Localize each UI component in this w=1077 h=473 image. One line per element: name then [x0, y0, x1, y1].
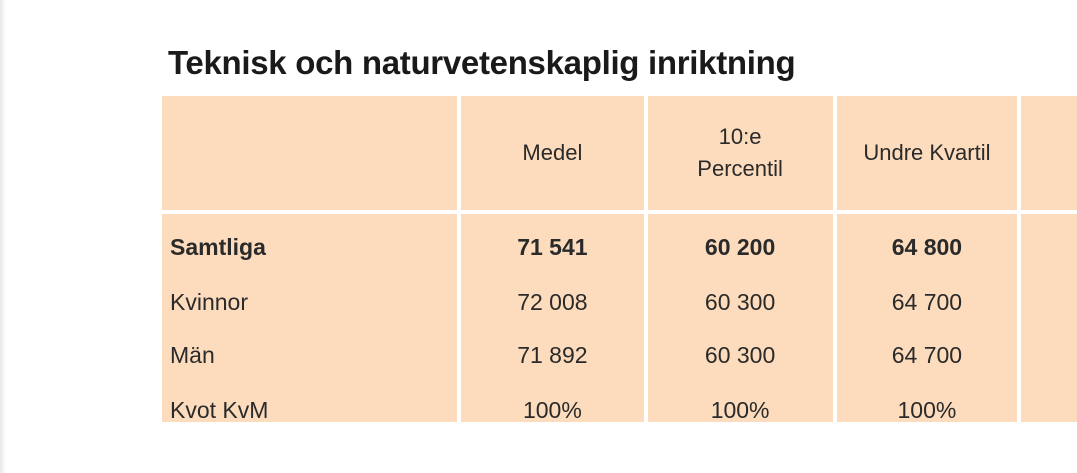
cell-q1: 64 700 [833, 276, 1018, 329]
cell-medel: 71 892 [457, 329, 643, 382]
row-label: Samtliga [162, 214, 457, 276]
header-cell-percentil [644, 96, 833, 214]
cell-q1: 64 700 [833, 329, 1018, 382]
table-row [162, 329, 1077, 382]
header-cell-medel: Medel [457, 96, 643, 214]
cell-medel: 72 008 [457, 276, 643, 329]
cell-cutoff [1017, 214, 1077, 276]
header-cell-cutoff [1017, 96, 1077, 214]
cell-cutoff [1017, 329, 1077, 382]
header-cell-kvartil: Undre Kvartil [833, 96, 1018, 214]
header-cell-empty [162, 96, 457, 214]
table-row [162, 214, 1077, 276]
cell-cutoff [1017, 382, 1077, 422]
cell-p10: 60 300 [644, 329, 833, 382]
cell-q1: 64 800 [833, 214, 1018, 276]
row-label: Kvinnor [162, 276, 457, 329]
cell-medel: 71 541 [457, 214, 643, 276]
header-cell-percentil-text: 10:e Percentil [697, 124, 783, 181]
cell-p10: 60 200 [644, 214, 833, 276]
page-edge-shadow [0, 0, 6, 473]
table-row [162, 382, 1077, 422]
cell-q1: 100% [833, 382, 1018, 422]
cell-cutoff [1017, 276, 1077, 329]
table-row [162, 276, 1077, 329]
cell-p10: 100% [644, 382, 833, 422]
row-label: Kvot KvM [162, 382, 457, 422]
section-heading: Teknisk och naturvetenskaplig inriktning [168, 44, 796, 81]
salary-table-container [162, 96, 1077, 422]
salary-table [162, 96, 1077, 422]
cell-p10: 60 300 [644, 276, 833, 329]
table-header-row [162, 96, 1077, 214]
cell-medel: 100% [457, 382, 643, 422]
row-label: Män [162, 329, 457, 382]
